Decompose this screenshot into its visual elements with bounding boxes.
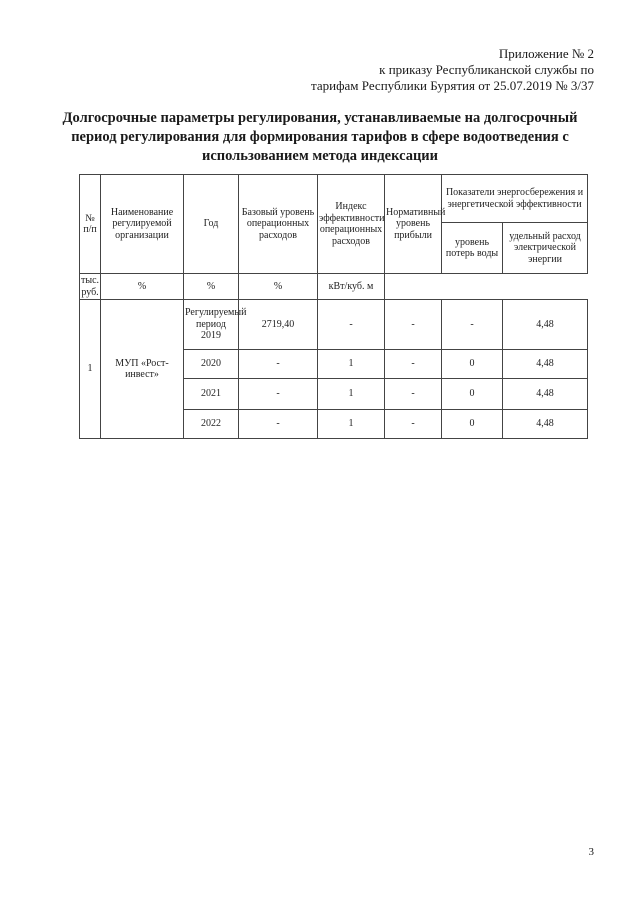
cell-losses: - xyxy=(442,300,503,350)
cell-index: 1 xyxy=(318,350,385,379)
appendix-order-date: тарифам Республики Бурятия от 25.07.2019 № 3/37 xyxy=(311,78,594,93)
cell-base: - xyxy=(239,410,318,439)
row-number: 1 xyxy=(80,300,101,439)
cell-index: - xyxy=(318,300,385,350)
regulation-parameters-table xyxy=(79,174,588,439)
header-profit-level: Нормативный уровень прибыли xyxy=(385,175,442,274)
appendix-header xyxy=(311,46,594,94)
header-water-losses: уровень потерь воды xyxy=(442,223,503,274)
unit-specific: кВт/куб. м xyxy=(318,274,385,300)
cell-losses: 0 xyxy=(442,350,503,379)
header-base-costs: Базовый уровень операционных расходов xyxy=(239,175,318,274)
header-num: № п/п xyxy=(80,175,101,274)
header-specific-consumption: удельный расход электрической энергии xyxy=(503,223,588,274)
cell-losses: 0 xyxy=(442,410,503,439)
table-row xyxy=(80,300,588,350)
cell-losses: 0 xyxy=(442,379,503,410)
header-year: Год xyxy=(184,175,239,274)
header-efficiency-index: Индекс эффективности операционных расходов xyxy=(318,175,385,274)
cell-index: 1 xyxy=(318,379,385,410)
cell-year: 2021 xyxy=(184,379,239,410)
cell-base: 2719,40 xyxy=(239,300,318,350)
unit-index: % xyxy=(101,274,184,300)
cell-year: 2020 xyxy=(184,350,239,379)
cell-profit: - xyxy=(385,350,442,379)
unit-profit: % xyxy=(184,274,239,300)
cell-index: 1 xyxy=(318,410,385,439)
cell-base: - xyxy=(239,350,318,379)
cell-specific: 4,48 xyxy=(503,300,588,350)
unit-losses: % xyxy=(239,274,318,300)
cell-year: 2022 xyxy=(184,410,239,439)
page-number: 3 xyxy=(588,846,594,858)
header-energy-group: Показатели энергосбережения и энергетической эффективности xyxy=(442,175,588,223)
title-line-1: Долгосрочные параметры регулирования, устанавливаемые на долгосрочный xyxy=(62,110,578,126)
appendix-order-ref: к приказу Республиканской службы по xyxy=(379,62,594,77)
cell-specific: 4,48 xyxy=(503,410,588,439)
cell-profit: - xyxy=(385,410,442,439)
document-title xyxy=(40,109,600,166)
organization-name: МУП «Рост-инвест» xyxy=(101,300,184,439)
cell-specific: 4,48 xyxy=(503,379,588,410)
header-org: Наименование регулируемой организации xyxy=(101,175,184,274)
cell-specific: 4,48 xyxy=(503,350,588,379)
unit-base: тыс. руб. xyxy=(81,275,100,298)
cell-year: Регулируемый период 2019 xyxy=(184,300,239,350)
cell-profit: - xyxy=(385,300,442,350)
cell-profit: - xyxy=(385,379,442,410)
appendix-number: Приложение № 2 xyxy=(498,46,594,61)
cell-base: - xyxy=(239,379,318,410)
title-line-3: использованием метода индексации xyxy=(201,148,439,164)
title-line-2: период регулирования для формирования тарифов в сфере водоотведения с xyxy=(71,129,569,145)
